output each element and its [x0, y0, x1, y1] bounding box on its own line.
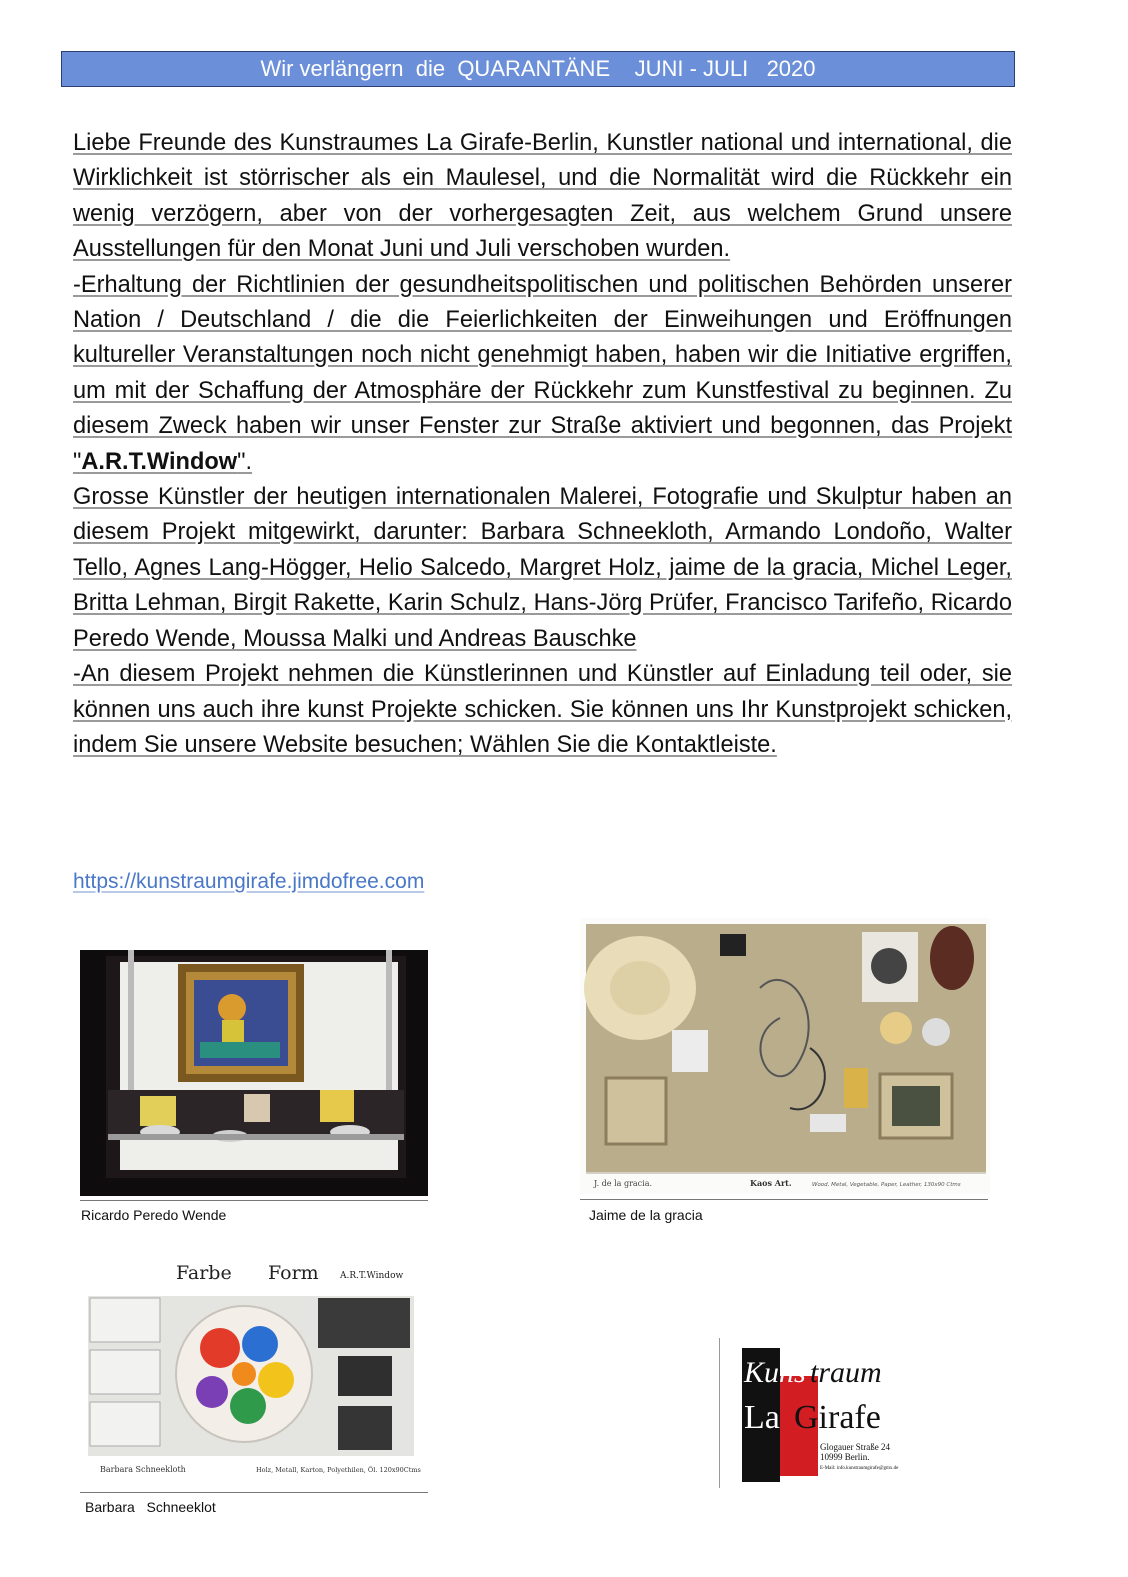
logo-word-kuns: Kuns [744, 1356, 806, 1389]
paragraph-guidelines [73, 268, 1012, 480]
photo-farbe-form [80, 1256, 428, 1486]
photo3-label-right: Holz, Metall, Karton, Polyethilen, Öl. 120x90Ctms [256, 1466, 421, 1474]
photo3-title-art: A.R.T.Window [340, 1271, 404, 1281]
photo1-rule [80, 1200, 428, 1201]
paragraph-guidelines-end: ". [237, 448, 253, 475]
logo-divider [719, 1338, 720, 1488]
photo3-title-farbe: Farbe [176, 1262, 232, 1284]
photo3-rule [80, 1492, 428, 1493]
project-name: A.R.T.Window [81, 448, 238, 475]
photo2-label-title: Kaos Art. [750, 1178, 792, 1188]
photo2-label-left: J. de la gracia. [594, 1179, 653, 1188]
photo2-caption: Jaime de la gracia [589, 1207, 703, 1223]
photo2-label-materials: Wood, Metal, Vegetable, Paper, Leather, 130x90 Ctms [812, 1182, 961, 1188]
photo3-caption: Barbara Schneeklot [85, 1499, 216, 1515]
photo-kaos-art [580, 918, 990, 1194]
page-banner: Wir verlängern die QUARANTÄNE JUNI - JULI 2020 [61, 51, 1015, 87]
logo-address-street: Glogauer Straße 24 [820, 1442, 890, 1452]
paragraph-artists: Grosse Künstler der heutigen internationalen Malerei, Fotografie und Skulptur haben an diesem Projekt mitgewirkt, darunter: Barbara Schneekloth, Armando Londoño, Walter Tello, Agnes Lang-Högger, Helio Salcedo, Margret Holz, jaime de la gracia, Michel Leger, Britta Lehman, Birgit Rakette, Karin Schulz, Hans-Jörg Prüfer, Francisco Tarifeño, Ricardo Peredo Wende, Moussa Malki und Andreas Bauschke [73, 484, 1012, 652]
logo-word-girafe: Girafe [794, 1399, 881, 1436]
logo-word-traum: traum [810, 1356, 882, 1389]
website-link[interactable]: https://kunstraumgirafe.jimdofree.com [73, 870, 425, 893]
photo-window-display [80, 950, 428, 1196]
paragraph-guidelines-text: -Erhaltung der Richtlinien der gesundheitspolitischen und politischen Behörden unserer Nation / Deutschland / die die Feierlichkeiten der Einweihungen und Eröffnungen kultureller Veranstaltungen noch nicht genehmigt haben, haben wir die Initiative ergriffen, um mit der Schaffung der Atmosphäre der Rückkehr zum Kunstfestival zu beginnen. Zu diesem Zweck haben wir unser Fenster zur Straße aktiviert und begonnen, das Projekt " [73, 271, 1012, 475]
photo1-caption: Ricardo Peredo Wende [81, 1207, 227, 1223]
photo2-rule [580, 1199, 988, 1200]
photo3-label-left: Barbara Schneekloth [100, 1465, 186, 1474]
logo-kunstraum-la-girafe [738, 1348, 918, 1482]
paragraph-intro: Liebe Freunde des Kunstraumes La Girafe-Berlin, Kunstler national und international, die Wirklichkeit ist störrischer als ein Maulesel, und die Normalität wird die Rückkehr ein wenig verzögern, aber von der vorhergesagten Zeit, aus welchem Grund unsere Ausstellungen für den Monat Juni und Juli verschoben wurden. [73, 130, 1012, 263]
paragraph-participation: -An diesem Projekt nehmen die Künstlerinnen und Künstler auf Einladung teil oder, sie können uns auch ihre kunst Projekte schicken. Sie können uns Ihr Kunstprojekt schicken, indem Sie unsere Website besuchen; Wählen Sie die Kontaktleiste. [73, 661, 1012, 758]
logo-email: E-Mail: info.kunstraumgirafe@gmx.de [820, 1466, 899, 1471]
logo-address-city: 10999 Berlin. [820, 1452, 870, 1462]
article-body [73, 126, 1012, 763]
logo-word-la: La [744, 1399, 780, 1436]
photo3-title-form: Form [268, 1262, 319, 1284]
